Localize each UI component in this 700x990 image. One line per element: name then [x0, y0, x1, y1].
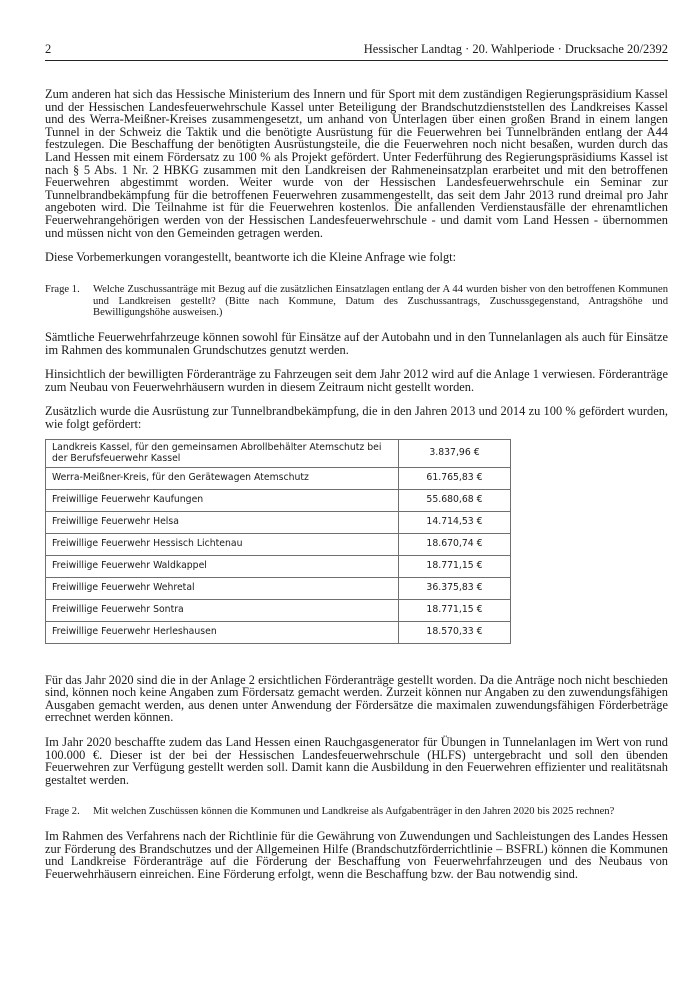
document-reference: Hessischer Landtag · 20. Wahlperiode · Drucksache 20/2392	[363, 42, 668, 56]
recipient-cell: Freiwillige Feuerwehr Helsa	[46, 511, 399, 533]
question-number: Frage 1.	[45, 283, 80, 295]
intro-paragraph: Zum anderen hat sich das Hessische Ministerium des Innern und für Sport mit dem zuständigen Regierungspräsidium Kassel und der Hessischen Landesfeuerwehrschule Kassel unter Beteiligung der Brandschutzdienststellen des Landkreises Kassel und des Werra-Meißner-Kreises zusammengesetzt, um anhand von Unterlagen über einen großen Brand in einem langen Tunnel in der Schweiz die Taktik und die benötigte Ausrüstung für die Feuerwehren bei Tunnelbränden entlang der A44 festzulegen. Die Beschaffung der benötigten Ausrüstungsteile, die die Feuerwehren noch nicht besaßen, wurden durch das Land Hessen mit einem Fördersatz zu 100 % als Projekt gefördert. Unter Federführung des Regierungspräsidiums Kassel ist nach § 5 Abs. 1 Nr. 2 HBKG zusammen mit den Landkreisen der Rahmeneinsatzplan erarbeitet und mit den betroffenen Feuerwehren abgestimmt worden. Weiter wurde von der Hessischen Landesfeuerwehrschule ein Seminar zur Tunnelbrandbekämpfung für die betroffenen Feuerwehren zusammengestellt, das seit dem Jahr 2013 rund dreimal pro Jahr angeboten wird. Die Teilnahme ist für die Feuerwehren kostenlos. Die anfallenden Verdienstausfälle der ehrenamtlichen Feuerwehrangehörigen werden von der Hessischen Landesfeuerwehrschule - und damit vom Land Hessen - übernommen und müssen nicht von den Gemeinden getragen werden.	[45, 87, 668, 240]
answer-paragraph: Sämtliche Feuerwehrfahrzeuge können sowohl für Einsätze auf der Autobahn und in den Tunnelanlagen als auch für Einsätze im Rahmen des kommunalen Grundschutzes genutzt werden.	[45, 330, 668, 357]
amount-cell: 18.771,15 €	[399, 599, 511, 621]
recipient-cell: Freiwillige Feuerwehr Hessisch Lichtenau	[46, 533, 399, 555]
table-row	[46, 599, 511, 621]
amount-cell: 55.680,68 €	[399, 489, 511, 511]
amount-cell: 36.375,83 €	[399, 577, 511, 599]
page-number: 2	[45, 42, 52, 56]
answer-paragraph: Hinsichtlich der bewilligten Förderanträge zu Fahrzeugen seit dem Jahr 2012 wird auf die Anlage 1 verwiesen. Förderanträge zum Neubau von Feuerwehrhäusern wurden in diesem Zeitraum nicht gestellt worden.	[45, 367, 668, 394]
question-text: Mit welchen Zuschüssen können die Kommunen und Landkreise als Aufgabenträger in den Jahren 2020 bis 2025 rechnen?	[93, 806, 615, 818]
recipient-cell: Freiwillige Feuerwehr Herleshausen	[46, 621, 399, 643]
answer-paragraph: Im Jahr 2020 beschaffte zudem das Land Hessen einen Rauchgasgenerator für Übungen in Tunnelanlagen im Wert von rund 100.000 €. Dieser ist der bei der Hessischen Landesfeuerwehrschule (HLFS) untergebracht und soll den übenden Feuerwehren zur Verfügung gestellt werden soll. Damit kann die Ausbildung in den Feuerwehren effizienter und realitätsnah gestaltet werden.	[45, 735, 668, 787]
page-header	[45, 40, 668, 61]
amount-cell: 18.570,33 €	[399, 621, 511, 643]
table-row	[46, 489, 511, 511]
answer-paragraph: Zusätzlich wurde die Ausrüstung zur Tunnelbrandbekämpfung, die in den Jahren 2013 und 2014 zu 100 % gefördert wurden, wie folgt gefördert:	[45, 404, 668, 432]
question-1	[45, 284, 668, 319]
funding-table	[45, 439, 511, 644]
table-row	[46, 555, 511, 577]
answer-paragraph: Für das Jahr 2020 sind die in der Anlage 2 ersichtlichen Förderanträge gestellt worden. Da die Anträge noch nicht beschieden sind, können noch keine Angaben zum Fördersatz gemacht werden. Zurzeit können nur Angaben zu den zuwendungsfähigen Ausgaben gemacht werden, aus denen unter Anwendung der Fördersätze die maximalen zuwendungsfähigen Förderbeträge errechnet werden können.	[45, 672, 668, 725]
intro-lead-in: Diese Vorbemerkungen vorangestellt, beantworte ich die Kleine Anfrage wie folgt:	[45, 250, 457, 265]
table-row	[46, 467, 511, 489]
recipient-cell: Freiwillige Feuerwehr Kaufungen	[46, 489, 399, 511]
recipient-cell: Freiwillige Feuerwehr Wehretal	[46, 577, 399, 599]
question-2	[45, 806, 668, 818]
answer-paragraph: Im Rahmen des Verfahrens nach der Richtlinie für die Gewährung von Zuwendungen und Sachleistungen des Landes Hessen zur Förderung des Brandschutzes und der Allgemeinen Hilfe (Brandschutzförderrichtlinie – BSFRL) können die Kommunen und Landkreise Förderanträge auf die Förderung der Beschaffung von Feuerwehrfahrzeugen und des Neubaus von Feuerwehrhäusern einreichen. Eine Förderung erfolgt, wenn die Beschaffung bzw. der Bau notwendig sind.	[45, 829, 668, 881]
amount-cell: 3.837,96 €	[399, 439, 511, 467]
table-row	[46, 439, 511, 467]
recipient-cell: Landkreis Kassel, für den gemeinsamen Abrollbehälter Atemschutz bei der Berufsfeuerwehr Kassel	[46, 439, 399, 467]
recipient-cell: Werra-Meißner-Kreis, für den Gerätewagen Atemschutz	[46, 467, 399, 489]
recipient-cell: Freiwillige Feuerwehr Waldkappel	[46, 555, 399, 577]
amount-cell: 18.771,15 €	[399, 555, 511, 577]
question-text: Welche Zuschussanträge mit Bezug auf die zusätzlichen Einsatzlagen entlang der A 44 wurden bisher von den betroffenen Kommunen und Landkreisen gestellt? (Bitte nach Kommune, Datum des Zuschussantrags, Zuschussgegenstand, Antragshöhe und Bewilligungshöhe ausweisen.)	[93, 283, 668, 319]
table-row	[46, 621, 511, 643]
amount-cell: 14.714,53 €	[399, 511, 511, 533]
question-number: Frage 2.	[45, 806, 80, 818]
document-body	[45, 88, 668, 893]
table-row	[46, 533, 511, 555]
table-row	[46, 577, 511, 599]
amount-cell: 18.670,74 €	[399, 533, 511, 555]
amount-cell: 61.765,83 €	[399, 467, 511, 489]
recipient-cell: Freiwillige Feuerwehr Sontra	[46, 599, 399, 621]
table-row	[46, 511, 511, 533]
